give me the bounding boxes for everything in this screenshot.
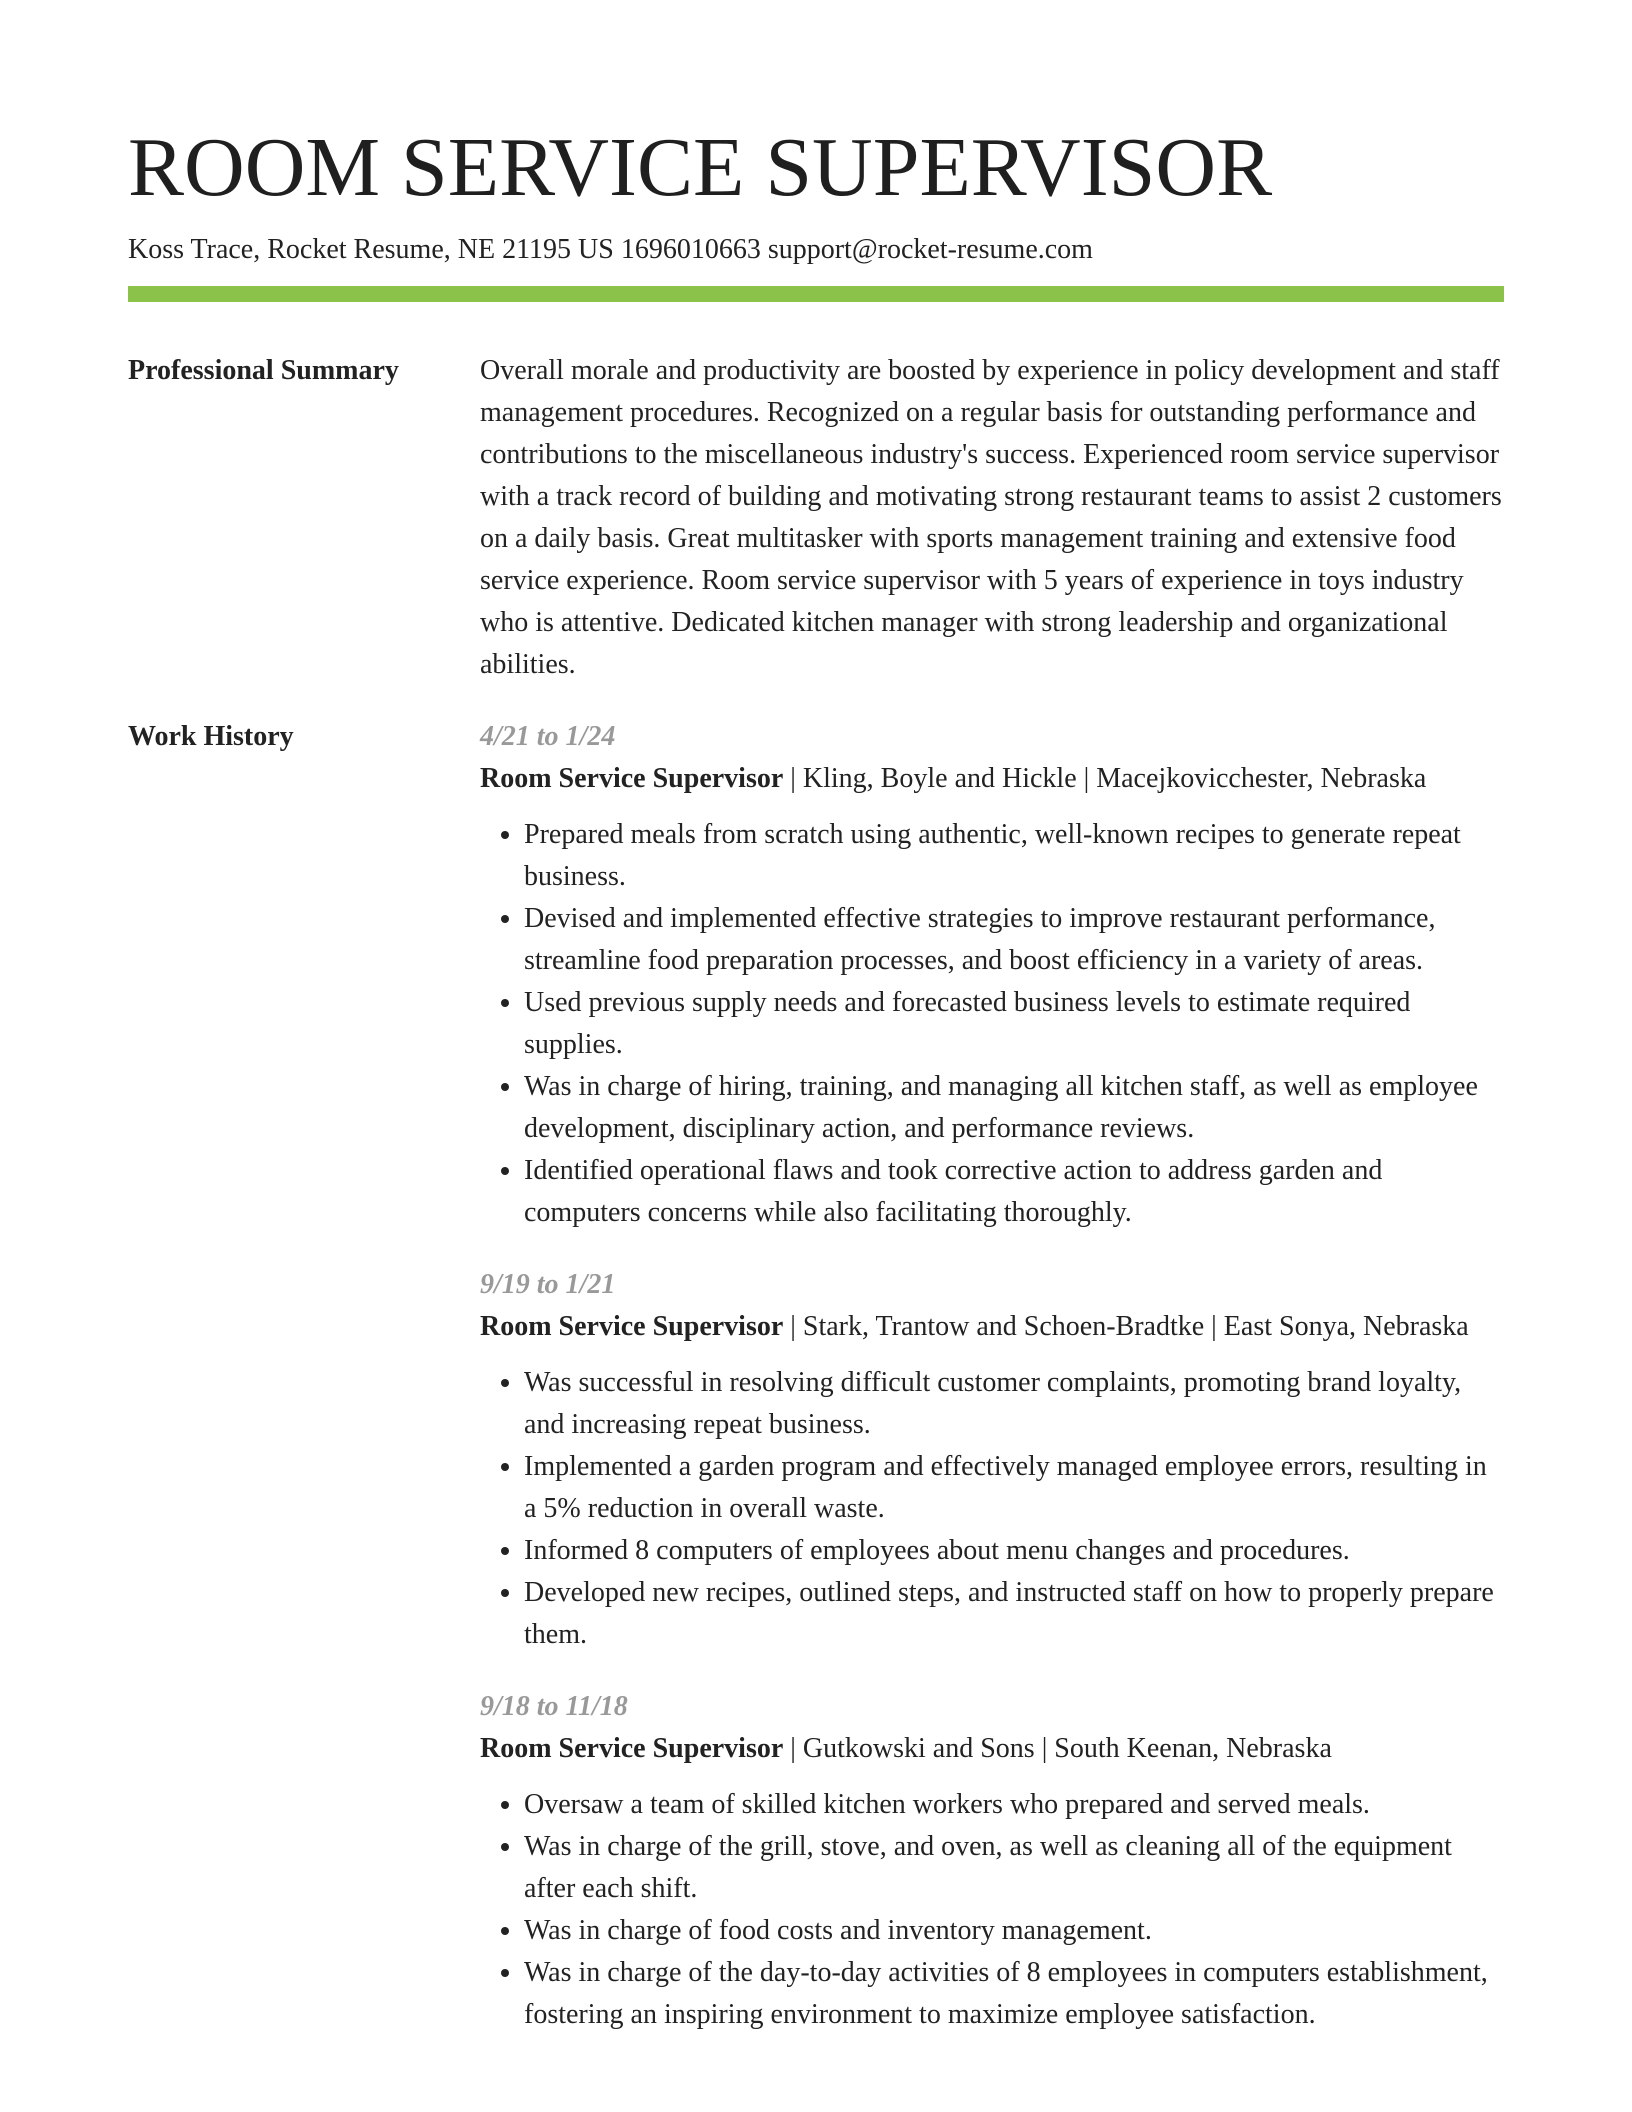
section-label-summary: Professional Summary xyxy=(128,355,399,386)
job-entry xyxy=(480,1686,1504,2036)
job-dates: 4/21 to 1/24 xyxy=(480,721,616,752)
job-bullet: • Used previous supply needs and forecasted business levels to estimate required supplies. xyxy=(524,982,1504,1066)
job-title: Room Service Supervisor xyxy=(480,763,784,794)
contact-line: Koss Trace, Rocket Resume, NE 21195 US 1696010663 support@rocket-resume.com xyxy=(128,234,1093,265)
job-bullet: • Was in charge of the grill, stove, and oven, as well as cleaning all of the equipment after each shift. xyxy=(524,1826,1504,1910)
job-dates: 9/19 to 1/21 xyxy=(480,1269,616,1300)
job-bullet: • Implemented a garden program and effectively managed employee errors, resulting in a 5% reduction in overall waste. xyxy=(524,1446,1504,1530)
job-bullet: • Informed 8 computers of employees about menu changes and procedures. xyxy=(524,1530,1504,1572)
job-employer-location: | Gutkowski and Sons | South Keenan, Nebraska xyxy=(783,1733,1332,1764)
section-label-work-history: Work History xyxy=(128,721,294,752)
job-entry xyxy=(480,1264,1504,1656)
job-bullet: • Was in charge of food costs and inventory management. xyxy=(524,1910,1504,1952)
job-bullet: • Prepared meals from scratch using authentic, well-known recipes to generate repeat business. xyxy=(524,814,1504,898)
job-heading xyxy=(480,1306,1504,1348)
job-bullet: • Was in charge of the day-to-day activities of 8 employees in computers establishment, fostering an inspiring environment to maximize employee satisfaction. xyxy=(524,1952,1504,2036)
job-bullet-list xyxy=(480,814,1504,1234)
job-bullet: • Developed new recipes, outlined steps, and instructed staff on how to properly prepare them. xyxy=(524,1572,1504,1656)
job-bullet: • Devised and implemented effective strategies to improve restaurant performance, streamline food preparation processes, and boost efficiency in a variety of areas. xyxy=(524,898,1504,982)
job-bullet-list xyxy=(480,1784,1504,2036)
summary-body xyxy=(480,350,1504,686)
header-accent-rule xyxy=(128,286,1504,302)
job-bullet: • Was in charge of hiring, training, and managing all kitchen staff, as well as employee development, disciplinary action, and performance reviews. xyxy=(524,1066,1504,1150)
job-entry xyxy=(480,716,1504,1234)
job-title: Room Service Supervisor xyxy=(480,1733,784,1764)
job-bullet: • Was successful in resolving difficult customer complaints, promoting brand loyalty, and increasing repeat business. xyxy=(524,1362,1504,1446)
job-dates: 9/18 to 11/18 xyxy=(480,1691,628,1722)
job-title: Room Service Supervisor xyxy=(480,1311,784,1342)
professional-summary-section xyxy=(128,350,1504,686)
resume-title: ROOM SERVICE SUPERVISOR xyxy=(128,121,1273,214)
summary-text: Overall morale and productivity are boosted by experience in policy development and staff management procedures. Recognized on a regular basis for outstanding performance and contributions to the miscellaneous industry's success. Experienced room service supervisor with a track record of building and motivating strong restaurant teams to assist 2 customers on a daily basis. Great multitasker with sports management training and extensive food service experience. Room service supervisor with 5 years of experience in toys industry who is attentive. Dedicated kitchen manager with strong leadership and organizational abilities. xyxy=(480,355,1502,680)
job-employer-location: | Stark, Trantow and Schoen-Bradtke | East Sonya, Nebraska xyxy=(783,1311,1469,1342)
job-heading xyxy=(480,1728,1504,1770)
job-bullet: • Oversaw a team of skilled kitchen workers who prepared and served meals. xyxy=(524,1784,1504,1826)
work-history-section xyxy=(128,716,1504,2066)
work-history-body xyxy=(480,716,1504,2066)
job-employer-location: | Kling, Boyle and Hickle | Macejkovicchester, Nebraska xyxy=(783,763,1427,794)
job-bullet: • Identified operational flaws and took corrective action to address garden and computers concerns while also facilitating thoroughly. xyxy=(524,1150,1504,1234)
job-heading xyxy=(480,758,1504,800)
job-bullet-list xyxy=(480,1362,1504,1656)
